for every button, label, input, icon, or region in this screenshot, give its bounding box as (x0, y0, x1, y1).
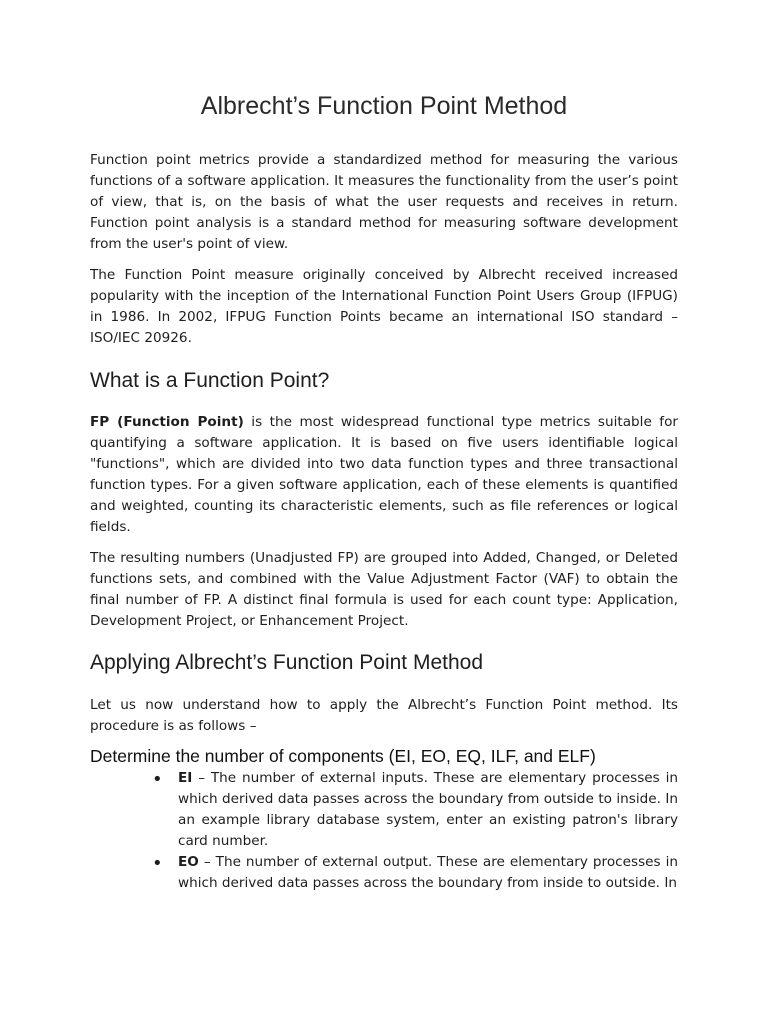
section1-paragraph-1 (90, 412, 678, 538)
list-item (148, 852, 678, 894)
section1-paragraph-1-text: is the most widespread functional type metrics suitable for quantifying a software application. It is based on five users identifiable logical "functions", which are divided into two data function types and three transactional function types. For a given software application, each of these elements is quantified and weighted, counting its characteristic elements, such as file references or logical fields. (90, 414, 678, 535)
subsection-heading (90, 746, 596, 767)
list-item-term: EI (178, 770, 193, 786)
list-item-text: – The number of external output. These are elementary processes in which derived data passes across the boundary from inside to outside. In (178, 854, 678, 891)
list-item-term: EO (178, 854, 199, 870)
section1-paragraph-2: The resulting numbers (Unadjusted FP) are grouped into Added, Changed, or Deleted functions sets, and combined with the Value Adjustment Factor (VAF) to obtain the final number of FP. A distinct final formula is used for each count type: Application, Development Project, or Enhancement Project. (90, 550, 678, 629)
subsection-heading-main: Determine the number of components (90, 746, 384, 766)
subsection-heading-paren: (EI, EO, EQ, ILF, and ELF) (383, 746, 596, 766)
intro-paragraph-1: Function point metrics provide a standardized method for measuring the various functions of a software application. It measures the functionality from the user’s point of view, that is, on the basis of what the user requests and receives in return. Function point analysis is a standard method for measuring software development from the user's point of view. (90, 152, 678, 252)
list-item (148, 768, 678, 852)
bullet-icon: • (152, 853, 163, 874)
document-title: Albrecht’s Function Point Method (200, 92, 568, 120)
section-heading-what-is-fp: What is a Function Point? (90, 369, 330, 392)
section-heading-applying: Applying Albrecht’s Function Point Method (90, 651, 484, 674)
section2-paragraph-1: Let us now understand how to apply the Albrecht’s Function Point method. Its procedure is as follows – (90, 697, 678, 734)
intro-paragraph-2: The Function Point measure originally conceived by Albrecht received increased popularity with the inception of the International Function Point Users Group (IFPUG) in 1986. In 2002, IFPUG Function Points became an international ISO standard – ISO/IEC 20926. (90, 267, 678, 346)
bullet-icon: • (152, 769, 163, 790)
fp-term: FP (Function Point) (90, 414, 244, 430)
component-list (148, 768, 678, 894)
list-item-text: – The number of external inputs. These are elementary processes in which derived data passes across the boundary from outside to inside. In an example library database system, enter an existing patron's library card number. (178, 770, 678, 849)
